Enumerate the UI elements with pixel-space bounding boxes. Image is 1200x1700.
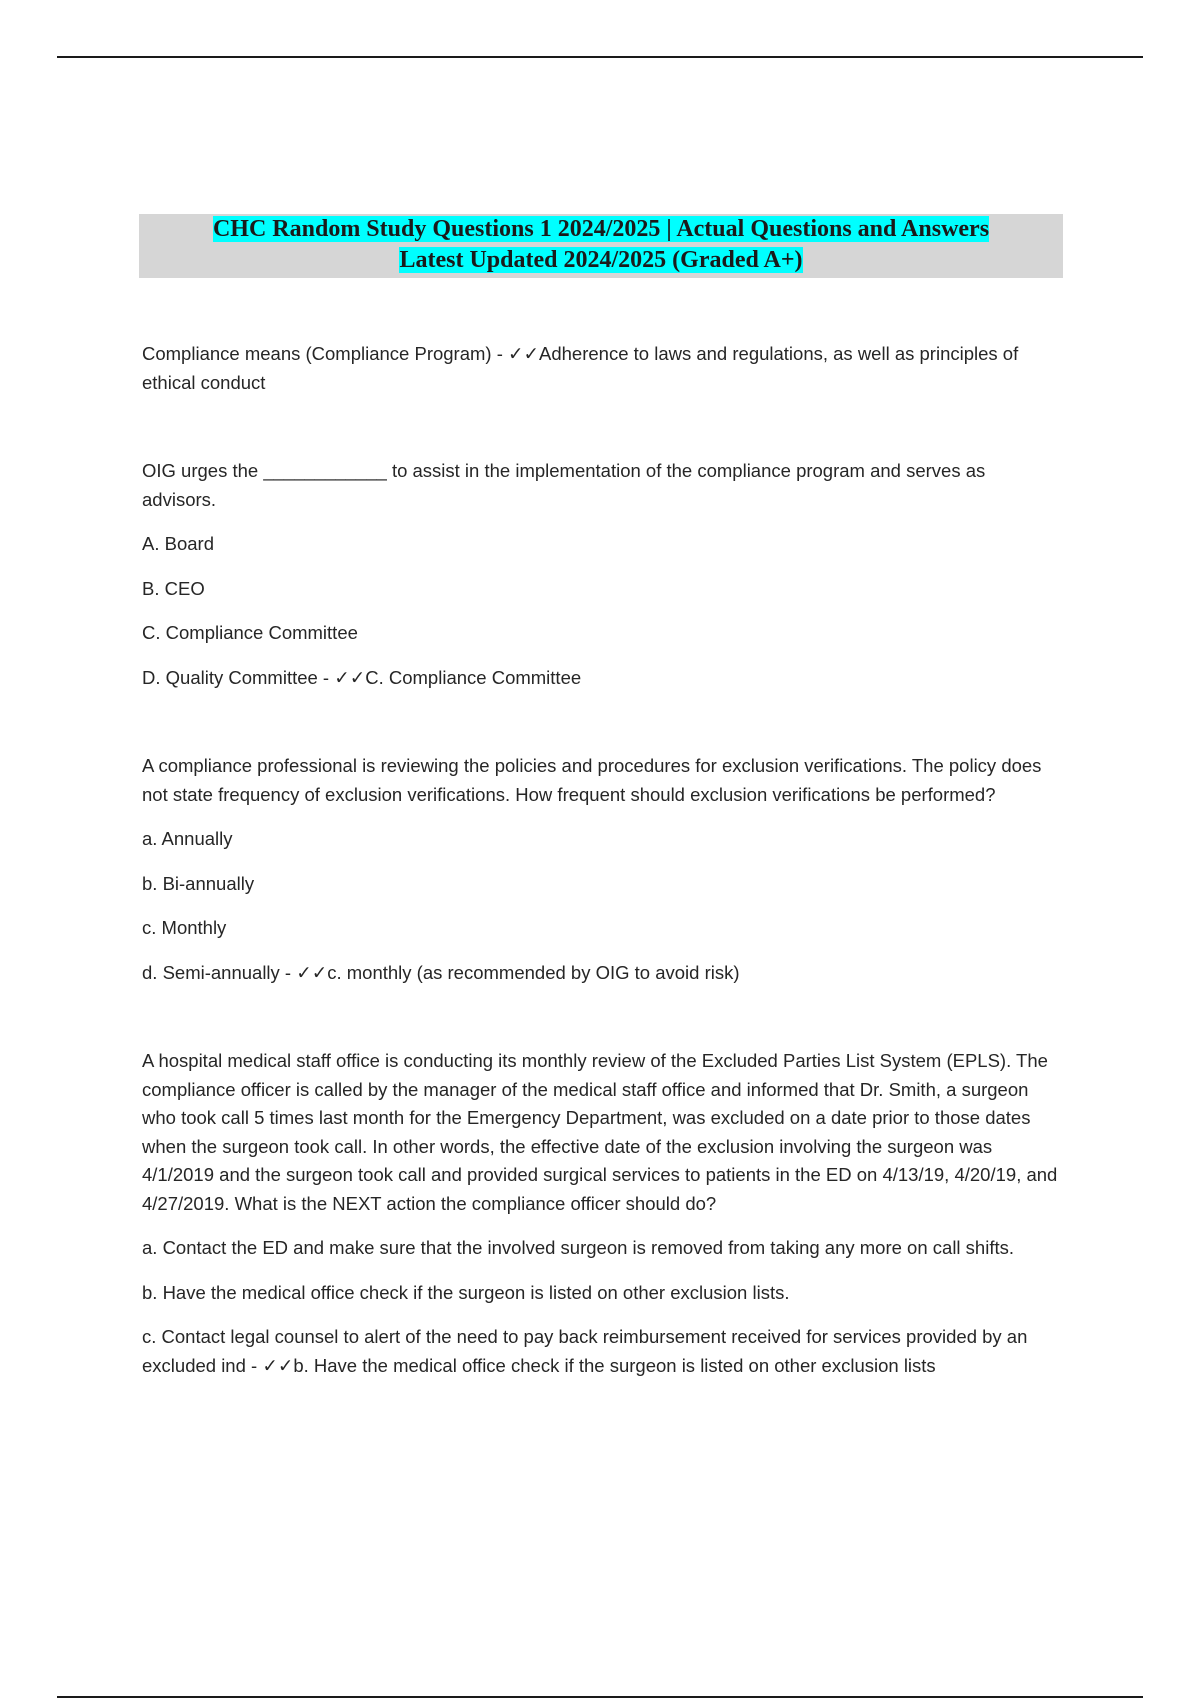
option-a: a. Annually [142, 828, 233, 849]
title-line-2: Latest Updated 2024/2025 (Graded A+) [399, 247, 803, 273]
option-d-answer: D. Quality Committee - ✓✓C. Compliance Committee [142, 666, 582, 688]
option-b: b. Have the medical office check if the surgeon is listed on other exclusion lists. [142, 1281, 790, 1303]
option-c: c. Monthly [142, 917, 227, 938]
option-c: C. Compliance Committee [142, 622, 358, 643]
question-list [142, 340, 1062, 1440]
option-a: a. Contact the ED and make sure that the involved surgeon is removed from taking any more on call shifts. [142, 1237, 1014, 1258]
question-1 [142, 340, 1062, 397]
header-rule [57, 56, 1143, 58]
question-text: OIG urges the ____________ to assist in the implementation of the compliance program and serves as advisors. [142, 460, 986, 510]
title-line-1: CHC Random Study Questions 1 2024/2025 | Actual Questions and Answers [212, 216, 990, 242]
question-3 [142, 752, 1062, 987]
question-text: Compliance means (Compliance Program) - ✓✓Adherence to laws and regulations, as well as principles of ethical conduct [142, 343, 1019, 393]
document-title [139, 214, 1063, 278]
question-text: A hospital medical staff office is conducting its monthly review of the Excluded Parties List System (EPLS). The compliance officer is called by the manager of the medical staff office and informed that Dr. Smith, a surgeon who took call 5 times last month for the Emergency Department, was excluded on a date prior to those dates when the surgeon took call. In other words, the effective date of the exclusion involving the surgeon was 4/1/2019 and the surgeon took call and provided surgical services to patients in the ED on 4/13/19, 4/20/19, and 4/27/2019. What is the NEXT action the compliance officer should do? [142, 1050, 1058, 1214]
question-text: A compliance professional is reviewing the policies and procedures for exclusion verifications. The policy does not state frequency of exclusion verifications. How frequent should exclusion verifications be performed? [142, 755, 1042, 805]
option-a: A. Board [142, 533, 214, 554]
option-c-answer: c. Contact legal counsel to alert of the need to pay back reimbursement received for services provided by an excluded ind - ✓✓b. Have the medical office check if the surgeon is listed on other exclusion lists [142, 1326, 1028, 1376]
question-4 [142, 1047, 1062, 1380]
question-2 [142, 457, 1062, 692]
option-b: B. CEO [142, 577, 205, 599]
footer-rule [57, 1696, 1143, 1698]
option-d-answer: d. Semi-annually - ✓✓c. monthly (as recommended by OIG to avoid risk) [142, 961, 740, 983]
option-b: b. Bi-annually [142, 872, 255, 894]
